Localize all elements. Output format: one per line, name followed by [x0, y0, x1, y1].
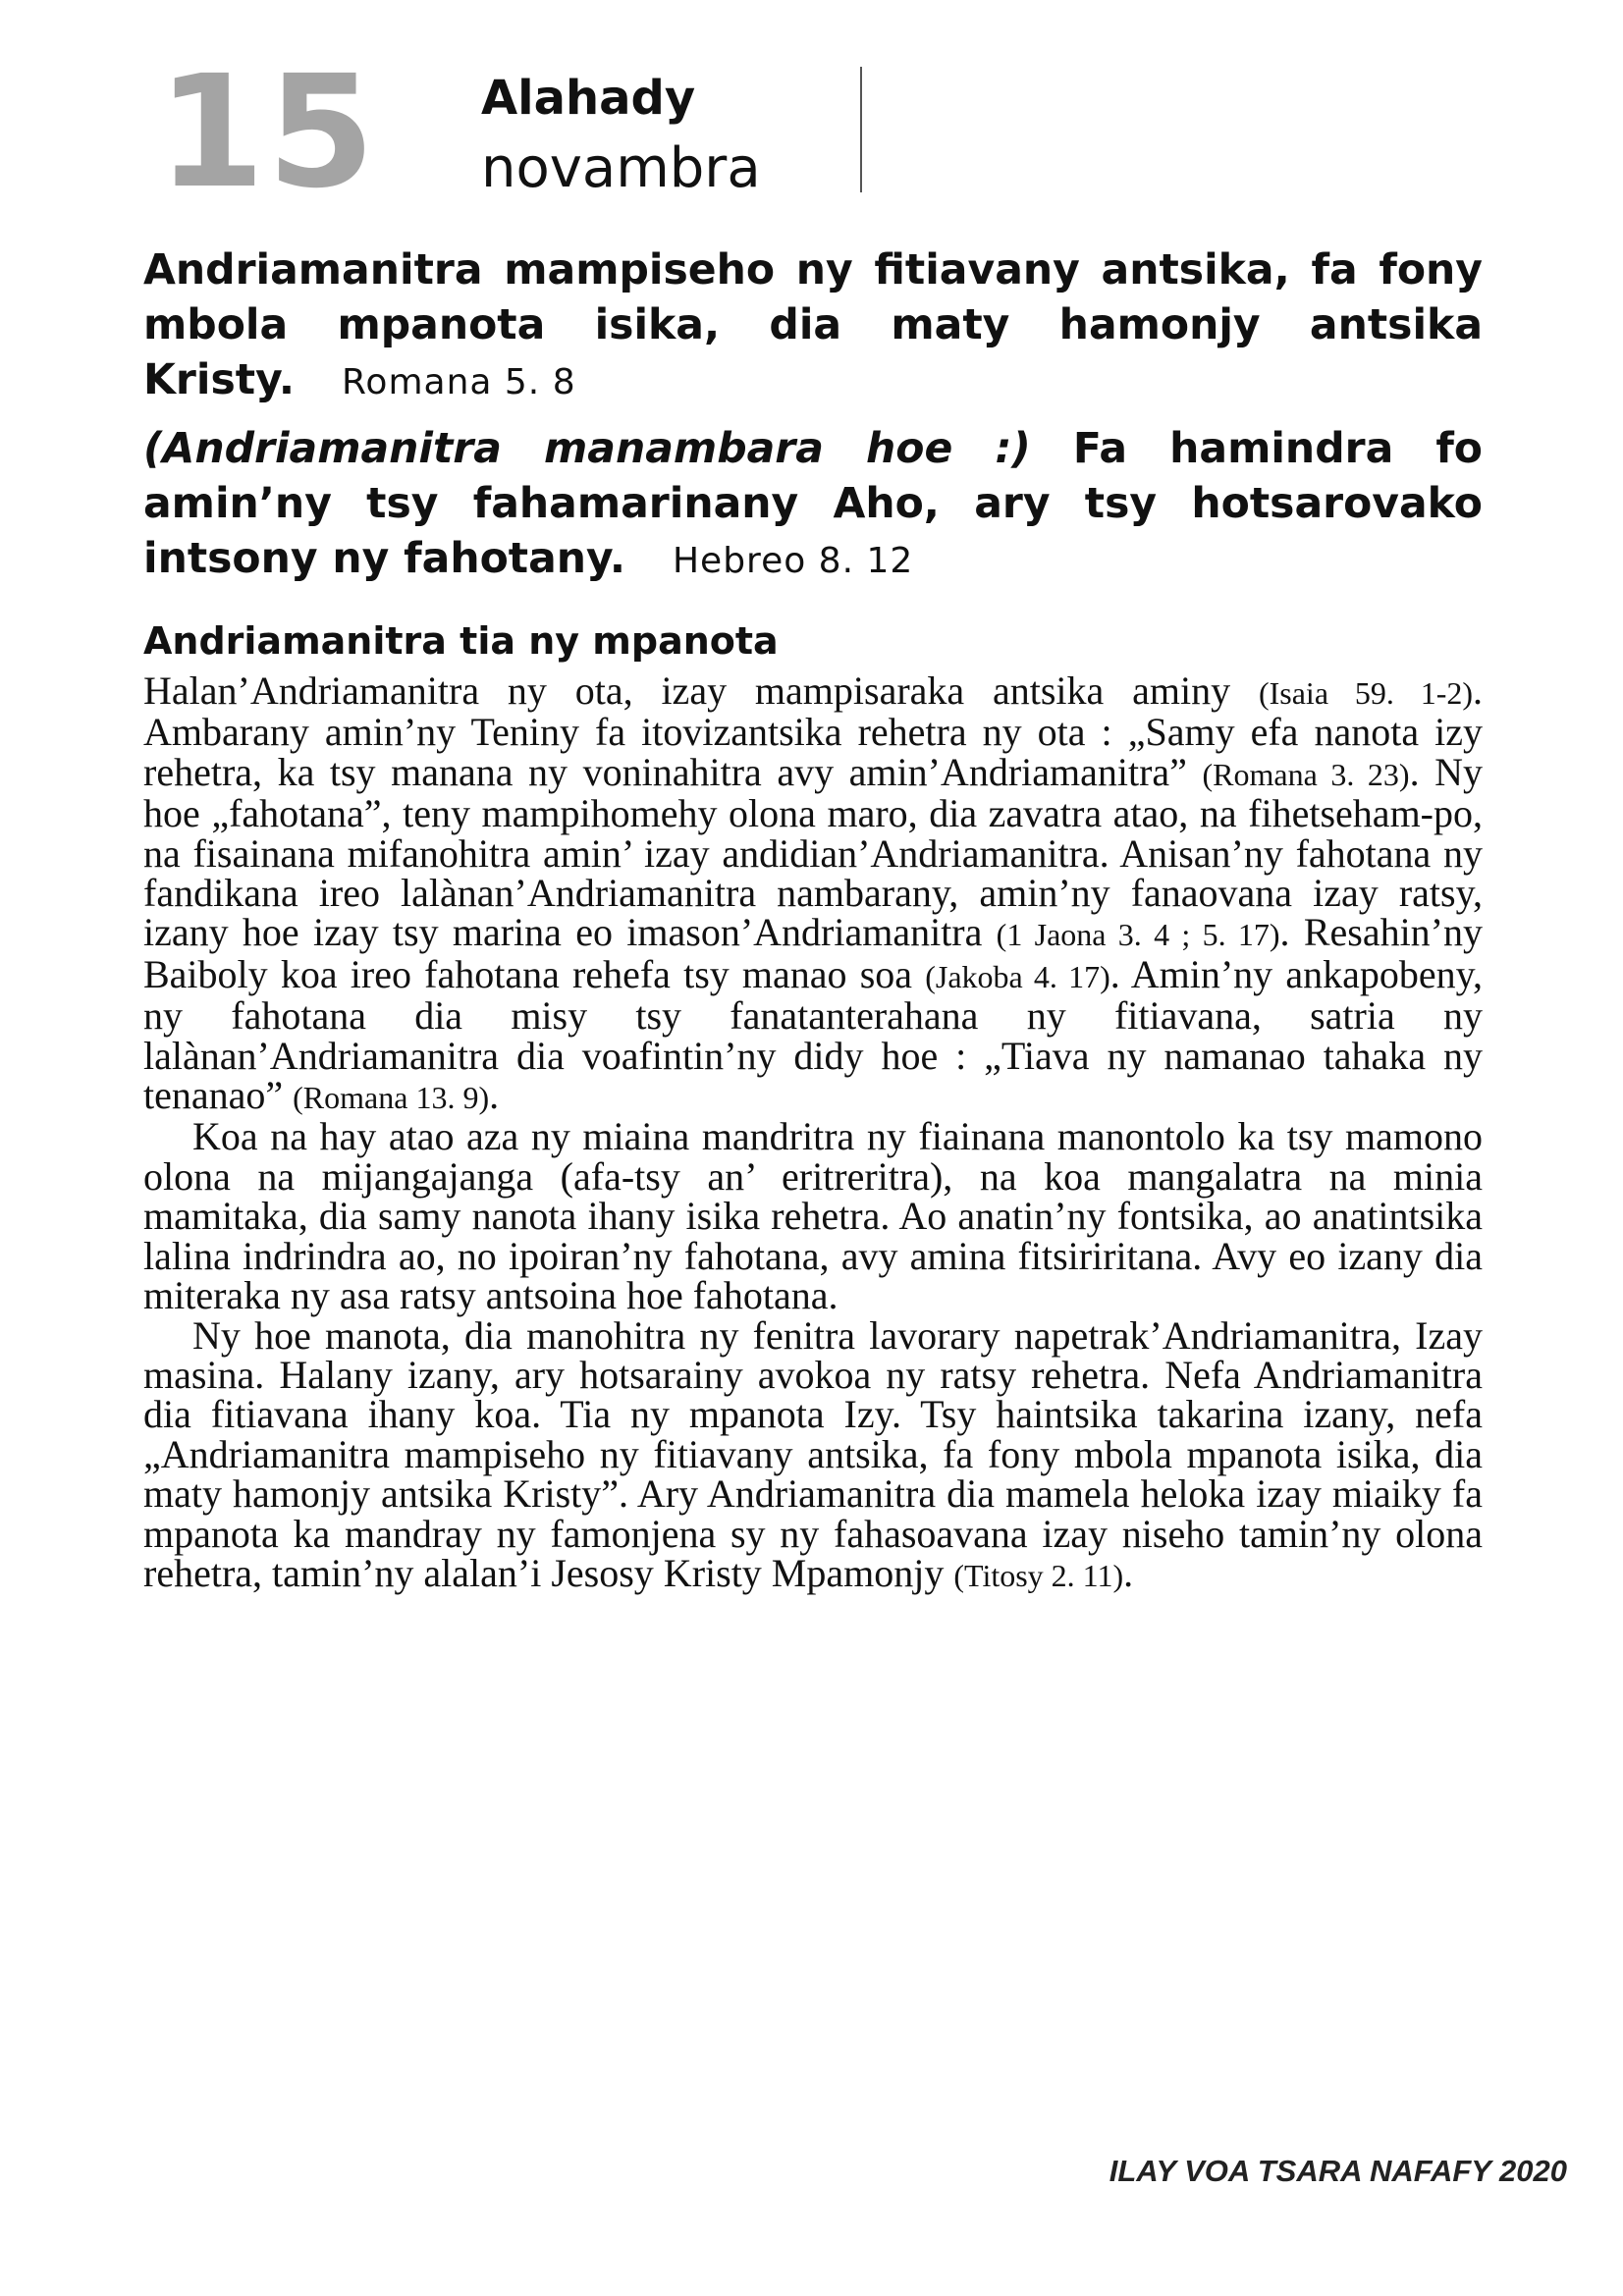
- paragraph-text: . Amin’ny ankapobeny, ny fahotana dia misy tsy fanatanterahana ny fitiavana, satria ny lalànan’Andriamanitra dia voafintin’ny didy hoe : „Tiava ny namanao tahaka ny tenanao”: [143, 951, 1484, 1118]
- scripture-citation: (Jakoba 4. 17): [925, 958, 1110, 994]
- scripture-citation: (Romana 3. 23): [1202, 756, 1410, 792]
- weekday: Alahady: [481, 71, 696, 126]
- verse-reference: Hebreo 8. 12: [672, 541, 914, 581]
- date-header: [157, 42, 884, 223]
- scripture-citation: (Titosy 2. 11): [953, 1557, 1124, 1593]
- body-paragraph: [143, 1114, 1483, 1318]
- month: novambra: [481, 136, 761, 200]
- paragraph-text: .: [1123, 1550, 1134, 1595]
- paragraph-text: . Resahin’ny Baiboly koa ireo fahotana rehefa tsy manao soa: [143, 910, 1483, 996]
- scripture-citation: (1 Jaona 3. 4 ; 5. 17): [996, 917, 1280, 953]
- scripture-citation: (Isaia 59. 1-2): [1258, 675, 1474, 711]
- verse-speaker: (Andriamanitra manambara hoe :): [143, 425, 1031, 473]
- publication-footer: ILAY VOA TSARA NAFAFY 2020: [1109, 2154, 1567, 2188]
- paragraph-text: . Ny hoe „fahotana”, teny mampihomehy olona maro, dia zavatra atao, na fihetseham-po, na fisainana mifanohitra amin’ izay andidian’Andriamanitra. Anisan’ny fahotana ny fandikana ireo lalànan’Andriamanitra nambarany, amin’ny fanaovana izay ratsy, izany hoe izay tsy marina eo imason’Andriamanitra: [143, 749, 1484, 955]
- second-verse: [143, 422, 1483, 589]
- day-number: 15: [157, 42, 377, 223]
- devotional-body: [143, 668, 1484, 1595]
- paragraph-text: .: [489, 1073, 500, 1118]
- verse-of-the-day: [143, 243, 1483, 410]
- paragraph-text: . Ambarany amin’ny Teniny fa itovizantsika rehetra ny ota : „Samy efa nanota izy rehetra, ka tsy manana ny voninahitra avy amin’Andriamanitra”: [143, 668, 1484, 794]
- verse-text: Andriamanitra mampiseho ny fitiavany antsika, fa fony mbola mpanota isika, dia maty hamonjy antsika Kristy.: [143, 246, 1483, 404]
- paragraph-text: Ny hoe manota, dia manohitra ny fenitra lavorary napetrak’Andriamanitra, Izay masina. Halany izany, ary hotsarainy avokoa ny ratsy rehetra. Nefa Andriamanitra dia fitiavana ihany koa. Tia ny mpanota Izy. Tsy haintsika takarina izany, nefa „Andriamanitra mampiseho ny fitiavany antsika, fa fony mbola mpanota isika, dia maty hamonjy antsika Kristy”. Ary Andriamanitra dia mamela heloka izay miaiky fa mpanota ka mandray ny famonjena sy ny fahasoavana izay niseho tamin’ny olona rehetra, tamin’ny alalan’i Jesosy Kristy Mpamonjy: [143, 1312, 1483, 1595]
- paragraph-text: Koa na hay atao aza ny miaina mandritra ny fiainana manontolo ka tsy mamono olona na mijangajanga (afa-tsy an’ eritreritra), na koa mangalatra na minia mamitaka, dia samy nanota ihany isika rehetra. Ao anatin’ny fontsika, ao anatintsika lalina indrindra ao, no ipoiran’ny fahotana, avy amina fitsiriritana. Avy eo izany dia miteraka ny asa ratsy antsoina hoe fahotana.: [143, 1114, 1483, 1318]
- paragraph-text: Halan’Andriamanitra ny ota, izay mampisaraka antsika aminy: [143, 668, 1259, 713]
- header-divider: [860, 67, 862, 192]
- body-paragraph: [143, 668, 1484, 1118]
- scripture-citation: (Romana 13. 9): [293, 1080, 490, 1116]
- verse-text: Fa hamindra fo amin’ny tsy fahamarinany Aho, ary tsy hotsarovako intsony ny fahotany.: [143, 425, 1484, 583]
- body-paragraph: [143, 1312, 1483, 1596]
- verse-reference: Romana 5. 8: [342, 362, 576, 402]
- section-heading: Andriamanitra tia ny mpanota: [143, 619, 779, 663]
